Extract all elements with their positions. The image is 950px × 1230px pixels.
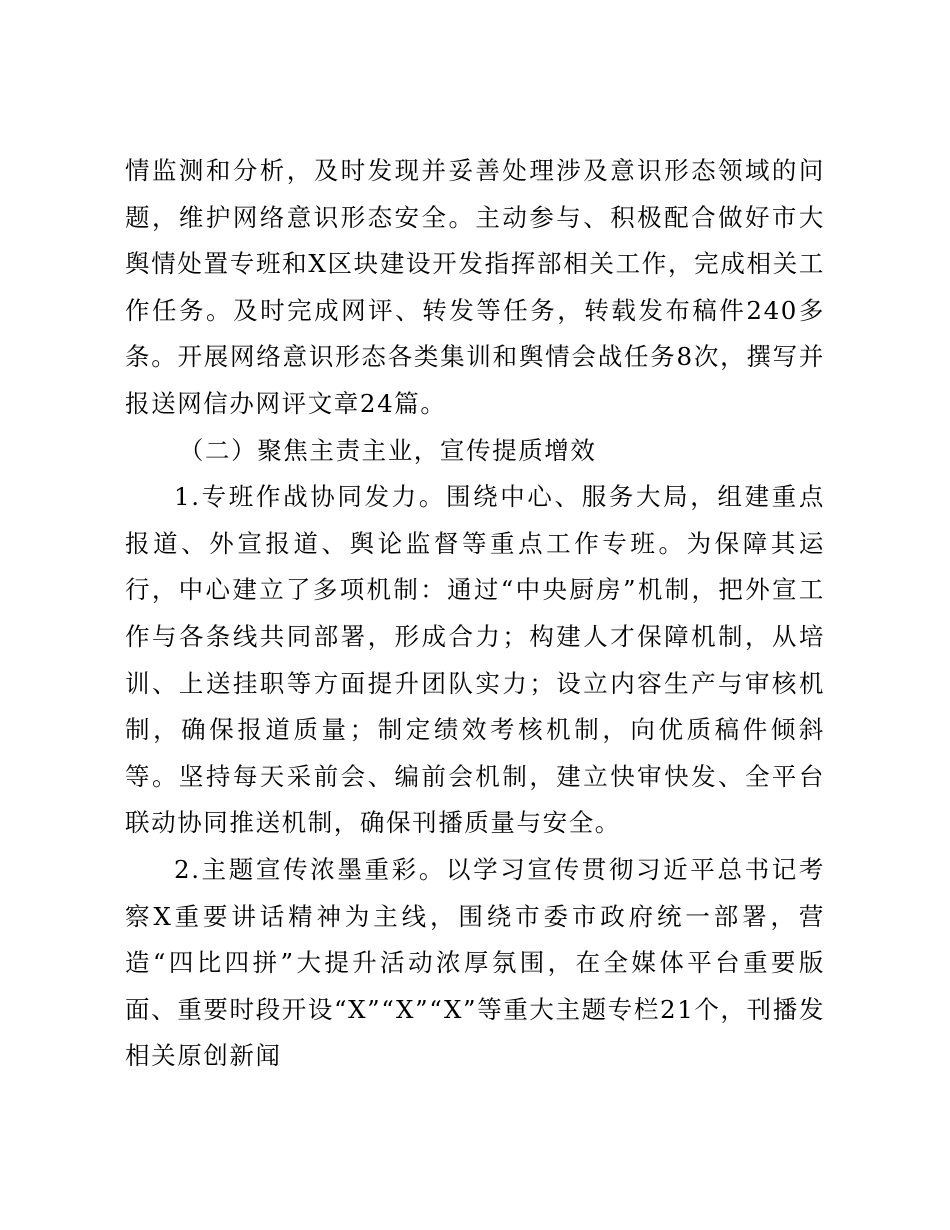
document-body [125,148,825,1080]
paragraph-theme-publicity: 2.主题宣传浓墨重彩。以学习宣传贯彻习近平总书记考察X重要讲话精神为主线，围绕市委市政府统一部署，营造“四比四拼”大提升活动浓厚氛围，在全媒体平台重要版面、重要时段开设“X”“X”“X”等重大主题专栏21个，刊播发相关原创新闻 [125,854,825,1071]
section-heading: （二）聚焦主责主业，宣传提质增效 [178,435,597,465]
paragraph-special-task-force: 1.专班作战协同发力。围绕中心、服务大局，组建重点报道、外宣报道、舆论监督等重点工作专班。为保障其运行，中心建立了多项机制：通过“中央厨房”机制，把外宣工作与各条线共同部署，形成合力；构建人才保障机制，从培训、上送挂职等方面提升团队实力；设立内容生产与审核机制，确保报道质量；制定绩效考核机制，向优质稿件倾斜等。坚持每天采前会、编前会机制，建立快审快发、全平台联动协同推送机制，确保刊播质量与安全。 [125,482,825,838]
paragraph-continuation: 情监测和分析，及时发现并妥善处理涉及意识形态领域的问题，维护网络意识形态安全。主动参与、积极配合做好市大舆情处置专班和X区块建设开发指挥部相关工作，完成相关工作任务。及时完成网评、转发等任务，转载发布稿件240多条。开展网络意识形态各类集训和舆情会战任务8次，撰写并报送网信办网评文章24篇。 [125,156,825,418]
